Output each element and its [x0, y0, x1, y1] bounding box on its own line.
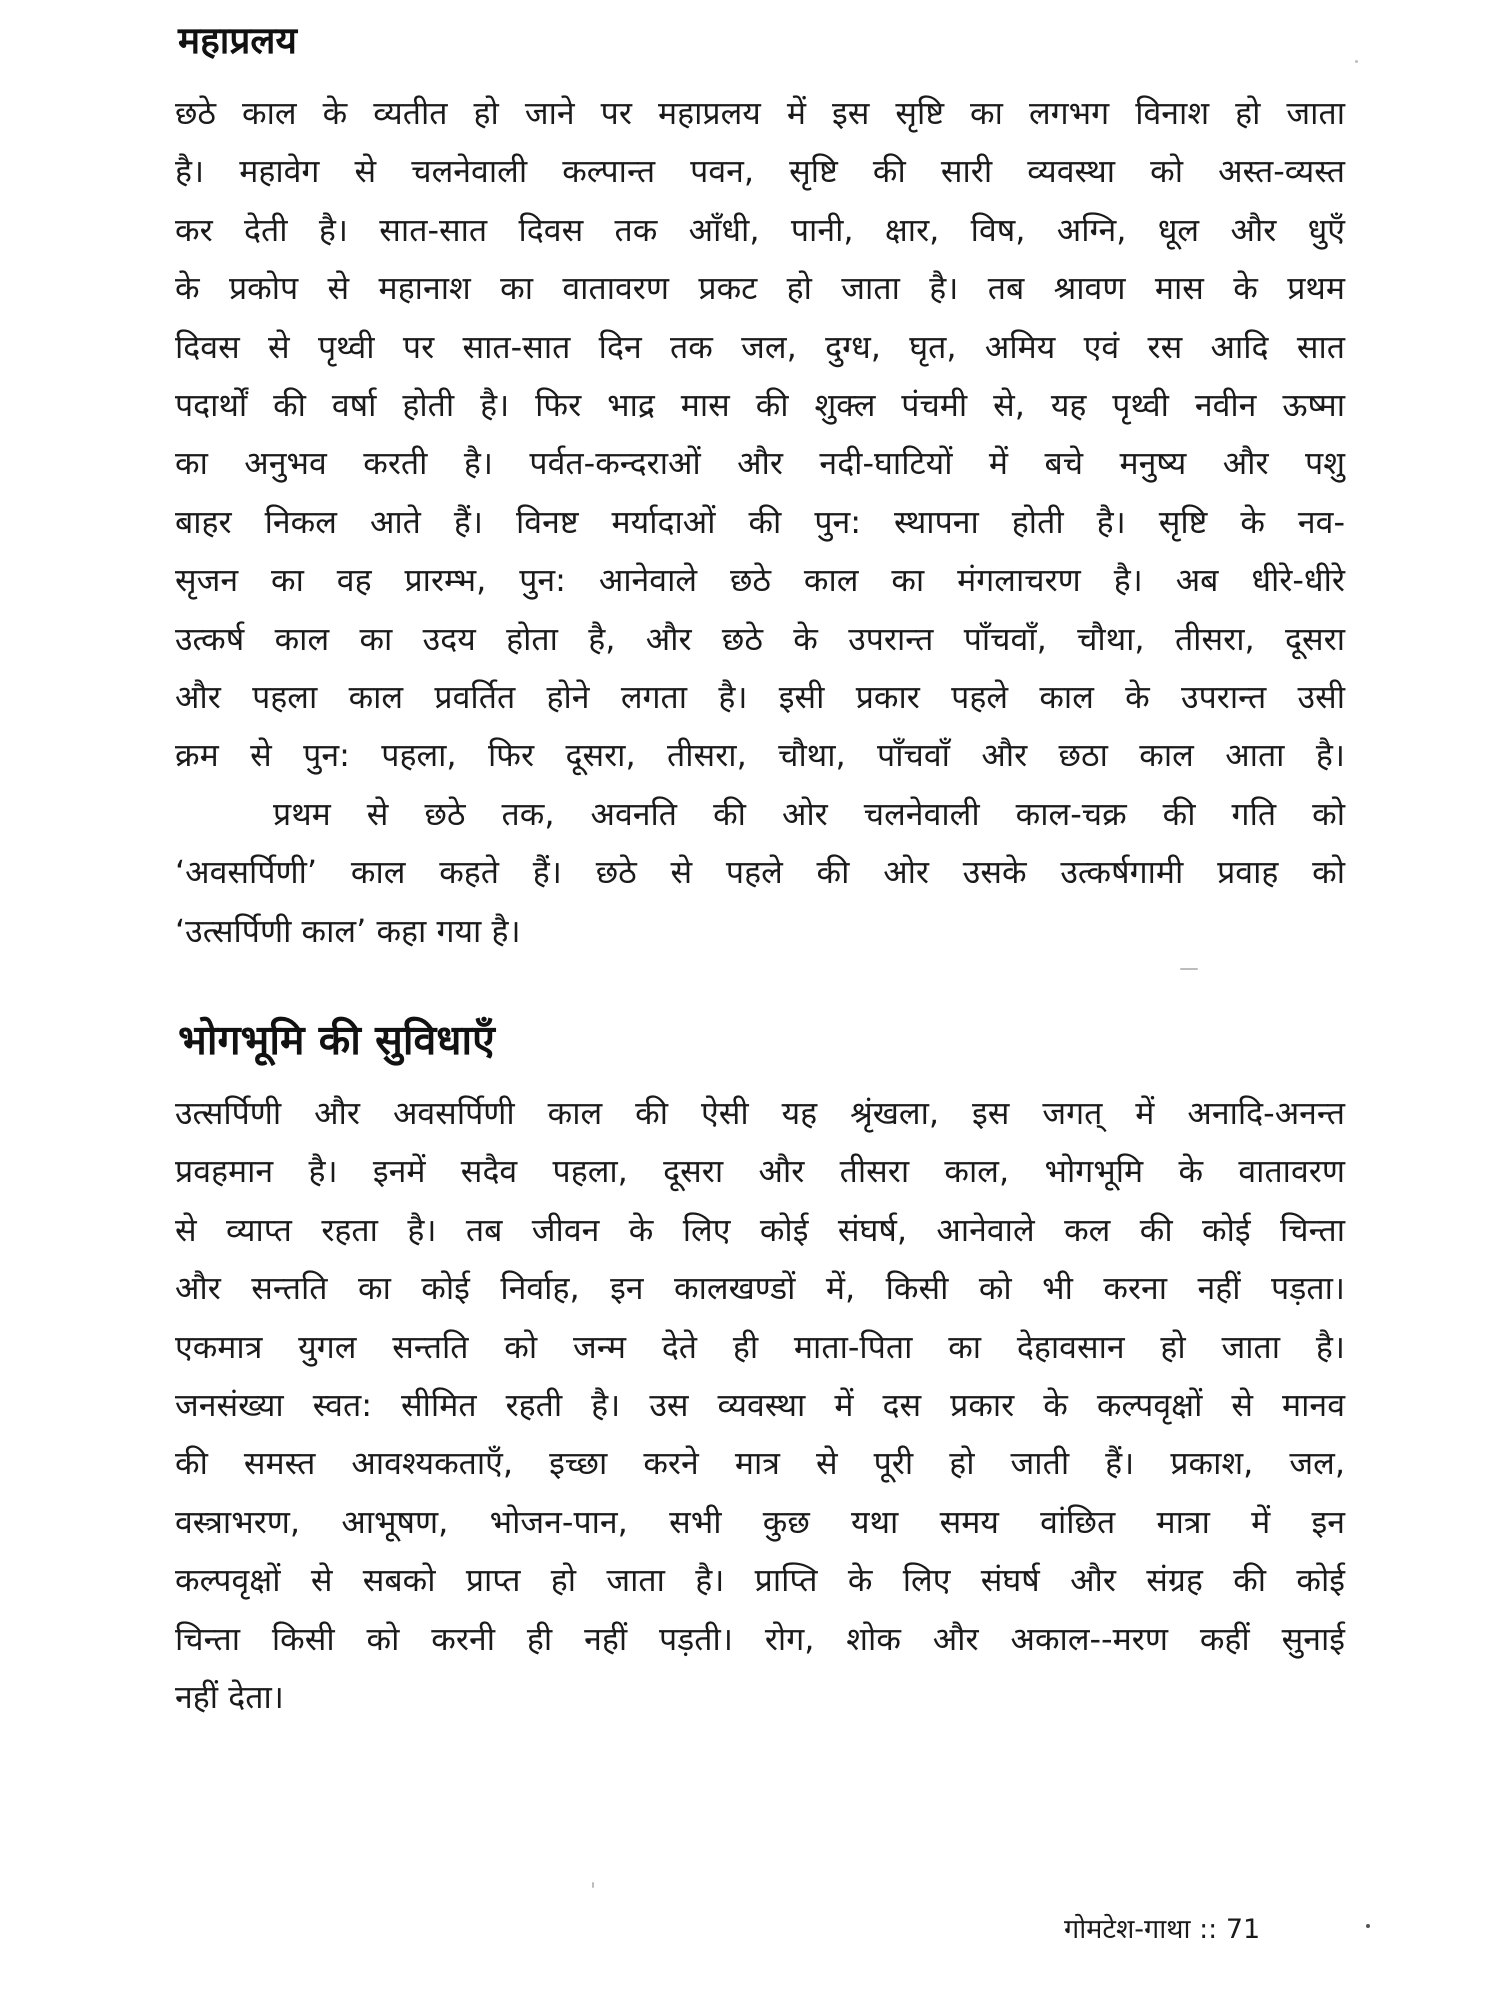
scan-speck — [1355, 60, 1358, 63]
text-line: ‘उत्सर्पिणी काल’ कहा गया है। — [175, 911, 521, 950]
section-bhogbhumi-body — [175, 1084, 1345, 1726]
scan-speck — [1180, 968, 1198, 970]
paragraph-1 — [175, 84, 1345, 785]
scan-speck — [592, 1882, 594, 1888]
text-line: ‘अवसर्पिणी’ काल कहते हैं। छठे से पहले की ओर उसके उत्कर्षगामी प्रवाह को — [175, 853, 1345, 892]
section-heading-mahapralay: महाप्रलय — [178, 19, 297, 62]
text-line: प्रथम से छठे तक, अवनति की ओर चलनेवाली काल-चक्र की गति को — [273, 794, 1345, 833]
page-footer: गोमटेश-गाथा :: 71 — [1064, 1914, 1261, 1945]
text-line: और सन्तति का कोई निर्वाह, इन कालखण्डों में, किसी को भी करना नहीं पड़ता। — [175, 1269, 1345, 1308]
footer-mark — [1366, 1924, 1370, 1928]
text-line: क्रम से पुन: पहला, फिर दूसरा, तीसरा, चौथा, पाँचवाँ और छठा काल आता है। — [175, 736, 1345, 775]
text-line: है। महावेग से चलनेवाली कल्पान्त पवन, सृष्टि की सारी व्यवस्था को अस्त-व्यस्त — [175, 152, 1345, 191]
text-line: जनसंख्या स्वत: सीमित रहती है। उस व्यवस्था में दस प्रकार के कल्पवृक्षों से मानव — [175, 1386, 1345, 1425]
text-line: सृजन का वह प्रारम्भ, पुन: आनेवाले छठे काल का मंगलाचरण है। अब धीरे-धीरे — [175, 561, 1345, 600]
text-line: उत्कर्ष काल का उदय होता है, और छठे के उपरान्त पाँचवाँ, चौथा, तीसरा, दूसरा — [175, 619, 1345, 658]
text-line: नहीं देता। — [175, 1678, 284, 1717]
text-line: से व्याप्त रहता है। तब जीवन के लिए कोई संघर्ष, आनेवाले कल की कोई चिन्ता — [175, 1210, 1345, 1249]
section-heading-bhogbhumi: भोगभूमि की सुविधाएँ — [178, 1016, 495, 1064]
text-line: कल्पवृक्षों से सबको प्राप्त हो जाता है। प्राप्ति के लिए संघर्ष और संग्रह की कोई — [175, 1561, 1345, 1600]
text-line: बाहर निकल आते हैं। विनष्ट मर्यादाओं की पुन: स्थापना होती है। सृष्टि के नव- — [175, 502, 1345, 541]
paragraph-2 — [175, 785, 1345, 960]
text-line: पदार्थों की वर्षा होती है। फिर भाद्र मास की शुक्ल पंचमी से, यह पृथ्वी नवीन ऊष्मा — [175, 386, 1345, 425]
text-line: का अनुभव करती है। पर्वत-कन्दराओं और नदी-घाटियों में बचे मनुष्य और पशु — [175, 444, 1345, 483]
section-mahapralay-body — [175, 84, 1345, 960]
text-line: कर देती है। सात-सात दिवस तक आँधी, पानी, क्षार, विष, अग्नि, धूल और धुएँ — [175, 210, 1345, 249]
text-line: छठे काल के व्यतीत हो जाने पर महाप्रलय में इस सृष्टि का लगभग विनाश हो जाता — [175, 94, 1345, 132]
text-line: वस्त्राभरण, आभूषण, भोजन-पान, सभी कुछ यथा समय वांछित मात्रा में इन — [175, 1502, 1345, 1541]
text-line: प्रवहमान है। इनमें सदैव पहला, दूसरा और तीसरा काल, भोगभूमि के वातावरण — [175, 1152, 1345, 1191]
paragraph-3 — [175, 1084, 1345, 1726]
text-line: दिवस से पृथ्वी पर सात-सात दिन तक जल, दुग्ध, घृत, अमिय एवं रस आदि सात — [175, 327, 1345, 366]
text-line: और पहला काल प्रवर्तित होने लगता है। इसी प्रकार पहले काल के उपरान्त उसी — [175, 678, 1345, 717]
text-line: उत्सर्पिणी और अवसर्पिणी काल की ऐसी यह श्रृंखला, इस जगत् में अनादि-अनन्त — [175, 1094, 1345, 1132]
text-line: के प्रकोप से महानाश का वातावरण प्रकट हो जाता है। तब श्रावण मास के प्रथम — [175, 269, 1345, 308]
text-line: चिन्ता किसी को करनी ही नहीं पड़ती। रोग, शोक और अकाल--मरण कहीं सुनाई — [175, 1619, 1345, 1658]
text-line: एकमात्र युगल सन्तति को जन्म देते ही माता-पिता का देहावसान हो जाता है। — [175, 1327, 1345, 1366]
text-line: की समस्त आवश्यकताएँ, इच्छा करने मात्र से पूरी हो जाती हैं। प्रकाश, जल, — [175, 1444, 1345, 1483]
